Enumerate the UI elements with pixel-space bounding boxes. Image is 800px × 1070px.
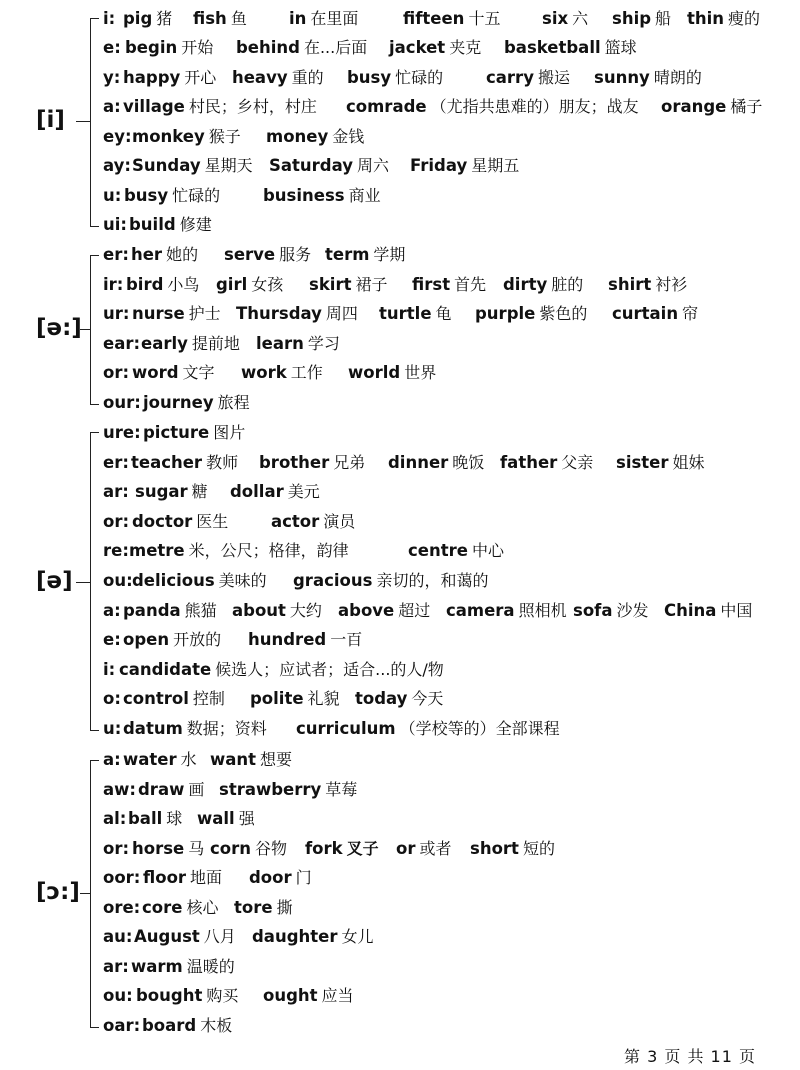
spelling-prefix: au: (103, 927, 133, 946)
vocab-entry: purple 紫色的 (475, 304, 588, 323)
vocab-entry: happy 开心 (123, 68, 217, 87)
bracket-pointer (76, 582, 90, 583)
vocab-entry: busy 忙碌的 (347, 68, 444, 87)
bracket (90, 18, 99, 227)
spelling-row (103, 596, 753, 625)
spelling-prefix: ou: (103, 986, 133, 1005)
vocab-entry: wall 强 (197, 809, 255, 828)
spelling-row (103, 655, 444, 684)
vocab-entry: brother 兄弟 (259, 453, 366, 472)
spelling-prefix: oar: (103, 1016, 141, 1035)
vocab-entry: metre 米，公尺；格律，韵律 (129, 541, 349, 560)
vocab-entry: busy 忙碌的 (124, 186, 221, 205)
vocab-entry: money 金钱 (266, 127, 365, 146)
vocab-entry: sunny 晴朗的 (594, 68, 702, 87)
bracket (90, 255, 99, 405)
vocab-entry: candidate 候选人；应试者；适合...的人/物 (119, 660, 444, 679)
vocab-entry: want 想要 (210, 750, 293, 769)
vocab-entry: fork 叉子 (305, 839, 379, 858)
spelling-row (103, 804, 255, 833)
phoneme-symbol: [ɔ:] (36, 879, 80, 905)
spelling-prefix: ear: (103, 334, 141, 353)
vocab-entry: her 她的 (131, 245, 199, 264)
vocab-entry: ought 应当 (263, 986, 354, 1005)
spelling-row (103, 714, 560, 743)
vocab-entry: basketball 篮球 (504, 38, 637, 57)
spelling-row (103, 1011, 233, 1040)
vocab-entry: bought 购买 (136, 986, 239, 1005)
vocab-entry: heavy 重的 (232, 68, 324, 87)
vocab-entry: water 水 (123, 750, 197, 769)
spelling-row (103, 625, 363, 654)
vocab-entry: build 修建 (129, 215, 212, 234)
vocab-entry: carry 搬运 (486, 68, 570, 87)
spelling-row (103, 388, 250, 417)
spelling-prefix: ar: (103, 957, 129, 976)
vocab-entry: ship 船 (612, 9, 672, 28)
vocab-entry: serve 服务 (224, 245, 312, 264)
vocab-entry: or 或者 (396, 839, 452, 858)
vocab-entry: today 今天 (355, 689, 444, 708)
spelling-prefix: or: (103, 512, 130, 531)
vocab-entry: pig 猪 (123, 9, 173, 28)
spelling-prefix: ore: (103, 898, 141, 917)
spelling-row (103, 358, 437, 387)
spelling-prefix: i: (103, 9, 116, 28)
vocab-entry: China 中国 (664, 601, 753, 620)
vocab-entry: six 六 (542, 9, 589, 28)
spelling-row (103, 151, 520, 180)
spelling-prefix: or: (103, 363, 130, 382)
spelling-prefix: ir: (103, 275, 124, 294)
vocab-entry: polite 礼貌 (250, 689, 340, 708)
vocab-entry: open 开放的 (123, 630, 222, 649)
vocab-entry: horse 马 (132, 839, 205, 858)
vocab-entry: actor 演员 (271, 512, 356, 531)
vocab-entry: skirt 裙子 (309, 275, 388, 294)
spelling-prefix: e: (103, 630, 121, 649)
vocab-entry: learn 学习 (256, 334, 340, 353)
vocab-entry: fish 鱼 (193, 9, 247, 28)
spelling-row (103, 684, 444, 713)
vocab-entry: Friday 星期五 (410, 156, 520, 175)
phoneme-symbol: [ə:] (36, 315, 82, 341)
vocab-entry: first 首先 (412, 275, 487, 294)
vocab-entry: begin 开始 (125, 38, 214, 57)
vocab-entry: core 核心 (142, 898, 219, 917)
spelling-prefix: e: (103, 38, 121, 57)
page-number: 第 3 页 共 11 页 (624, 1047, 756, 1066)
spelling-row (103, 566, 489, 595)
vocab-entry: behind 在...后面 (236, 38, 368, 57)
spelling-row (103, 981, 354, 1010)
vocab-entry: term 学期 (325, 245, 406, 264)
spelling-prefix: oor: (103, 868, 141, 887)
vocab-entry: father 父亲 (500, 453, 594, 472)
phoneme-symbol: [ə] (36, 568, 73, 594)
vocab-entry: sister 姐妹 (616, 453, 705, 472)
vocab-entry: sugar 糖 (135, 482, 208, 501)
vocab-entry: business 商业 (263, 186, 381, 205)
vocab-entry: dirty 脏的 (503, 275, 584, 294)
vocab-entry: dollar 美元 (230, 482, 320, 501)
spelling-row (103, 536, 504, 565)
vocab-entry: centre 中心 (408, 541, 504, 560)
vocab-entry: camera 照相机 (446, 601, 567, 620)
spelling-row (103, 181, 381, 210)
spelling-prefix: u: (103, 719, 122, 738)
spelling-row (103, 240, 406, 269)
spelling-row (103, 745, 293, 774)
vocab-entry: in 在里面 (289, 9, 359, 28)
spelling-prefix: ay: (103, 156, 131, 175)
spelling-row (103, 299, 699, 328)
spelling-prefix: a: (103, 750, 121, 769)
phoneme-symbol: [i] (36, 107, 65, 133)
spelling-prefix: u: (103, 186, 122, 205)
vocab-entry: board 木板 (142, 1016, 233, 1035)
vocab-entry: village 村民；乡村，村庄 (123, 97, 317, 116)
vocab-entry: picture 图片 (143, 423, 246, 442)
vocab-entry: comrade （尤指共患难的）朋友；战友 (346, 97, 639, 116)
spelling-prefix: al: (103, 809, 127, 828)
vocab-entry: Thursday 周四 (236, 304, 358, 323)
vocab-entry: monkey 猴子 (132, 127, 241, 146)
vocab-entry: tore 撕 (234, 898, 293, 917)
bracket-pointer (76, 121, 90, 122)
vocab-entry: journey 旅程 (143, 393, 250, 412)
spelling-row (103, 210, 212, 239)
spelling-prefix: our: (103, 393, 141, 412)
spelling-row (103, 775, 358, 804)
spelling-prefix: i: (103, 660, 116, 679)
vocab-entry: sofa 沙发 (573, 601, 649, 620)
vocab-entry: fifteen 十五 (403, 9, 501, 28)
spelling-prefix: or: (103, 839, 130, 858)
spelling-row (103, 507, 356, 536)
vocab-entry: August 八月 (134, 927, 236, 946)
vocab-entry: Saturday 周六 (269, 156, 389, 175)
spelling-row (103, 33, 637, 62)
vocab-entry: world 世界 (348, 363, 437, 382)
vocab-entry: hundred 一百 (248, 630, 363, 649)
spelling-prefix: y: (103, 68, 121, 87)
spelling-prefix: a: (103, 97, 121, 116)
vocab-entry: draw 画 (138, 780, 205, 799)
spelling-row (103, 122, 365, 151)
bracket (90, 760, 99, 1028)
bracket (90, 432, 99, 731)
vocab-entry: about 大约 (232, 601, 322, 620)
vocab-entry: curtain 帘 (612, 304, 699, 323)
vocab-entry: panda 熊猫 (123, 601, 217, 620)
vocab-entry: corn 谷物 (210, 839, 288, 858)
spelling-row (103, 92, 763, 121)
spelling-row (103, 329, 340, 358)
spelling-prefix: aw: (103, 780, 136, 799)
spelling-prefix: ey: (103, 127, 132, 146)
vocab-entry: datum 数据；资料 (123, 719, 267, 738)
vocab-entry: warm 温暖的 (131, 957, 235, 976)
vocab-entry: daughter 女儿 (252, 927, 374, 946)
spelling-row (103, 922, 374, 951)
vocab-entry: early 提前地 (141, 334, 240, 353)
bracket-pointer (80, 893, 90, 894)
vocab-entry: Sunday 星期天 (132, 156, 253, 175)
vocab-entry: bird 小鸟 (126, 275, 200, 294)
spelling-row (103, 893, 293, 922)
vocab-entry: delicious 美味的 (132, 571, 267, 590)
spelling-prefix: ur: (103, 304, 130, 323)
vocab-entry: dinner 晚饭 (388, 453, 485, 472)
vocab-entry: control 控制 (123, 689, 225, 708)
vocab-entry: nurse 护士 (132, 304, 221, 323)
spelling-prefix: er: (103, 245, 129, 264)
vocab-entry: word 文字 (132, 363, 215, 382)
spelling-row (103, 4, 761, 33)
spelling-row (103, 952, 235, 981)
spelling-prefix: re: (103, 541, 129, 560)
spelling-prefix: o: (103, 689, 121, 708)
vocab-entry: short 短的 (470, 839, 555, 858)
vocab-entry: jacket 夹克 (389, 38, 482, 57)
spelling-prefix: ou: (103, 571, 133, 590)
spelling-row (103, 448, 705, 477)
vocab-entry: work 工作 (241, 363, 323, 382)
spelling-prefix: ar: (103, 482, 129, 501)
bracket-pointer (80, 329, 90, 330)
vocab-entry: gracious 亲切的，和蔼的 (293, 571, 489, 590)
vocab-entry: turtle 龟 (379, 304, 452, 323)
spelling-prefix: a: (103, 601, 121, 620)
spelling-row (103, 863, 312, 892)
spelling-prefix: er: (103, 453, 129, 472)
vocab-entry: orange 橘子 (661, 97, 763, 116)
vocab-entry: strawberry 草莓 (219, 780, 358, 799)
vocab-entry: door 门 (249, 868, 312, 887)
vocab-entry: above 超过 (338, 601, 431, 620)
vocab-entry: girl 女孩 (216, 275, 284, 294)
spelling-row (103, 418, 246, 447)
spelling-row (103, 834, 555, 863)
vocab-entry: shirt 衬衫 (608, 275, 688, 294)
vocab-entry: ball 球 (128, 809, 183, 828)
vocab-entry: floor 地面 (143, 868, 223, 887)
spelling-prefix: ure: (103, 423, 141, 442)
vocab-entry: teacher 教师 (131, 453, 239, 472)
vocab-entry: thin 瘦的 (687, 9, 761, 28)
spelling-prefix: ui: (103, 215, 128, 234)
spelling-row (103, 477, 320, 506)
spelling-row (103, 63, 702, 92)
spelling-row (103, 270, 688, 299)
vocab-entry: doctor 医生 (132, 512, 229, 531)
vocab-entry: curriculum （学校等的）全部课程 (296, 719, 560, 738)
